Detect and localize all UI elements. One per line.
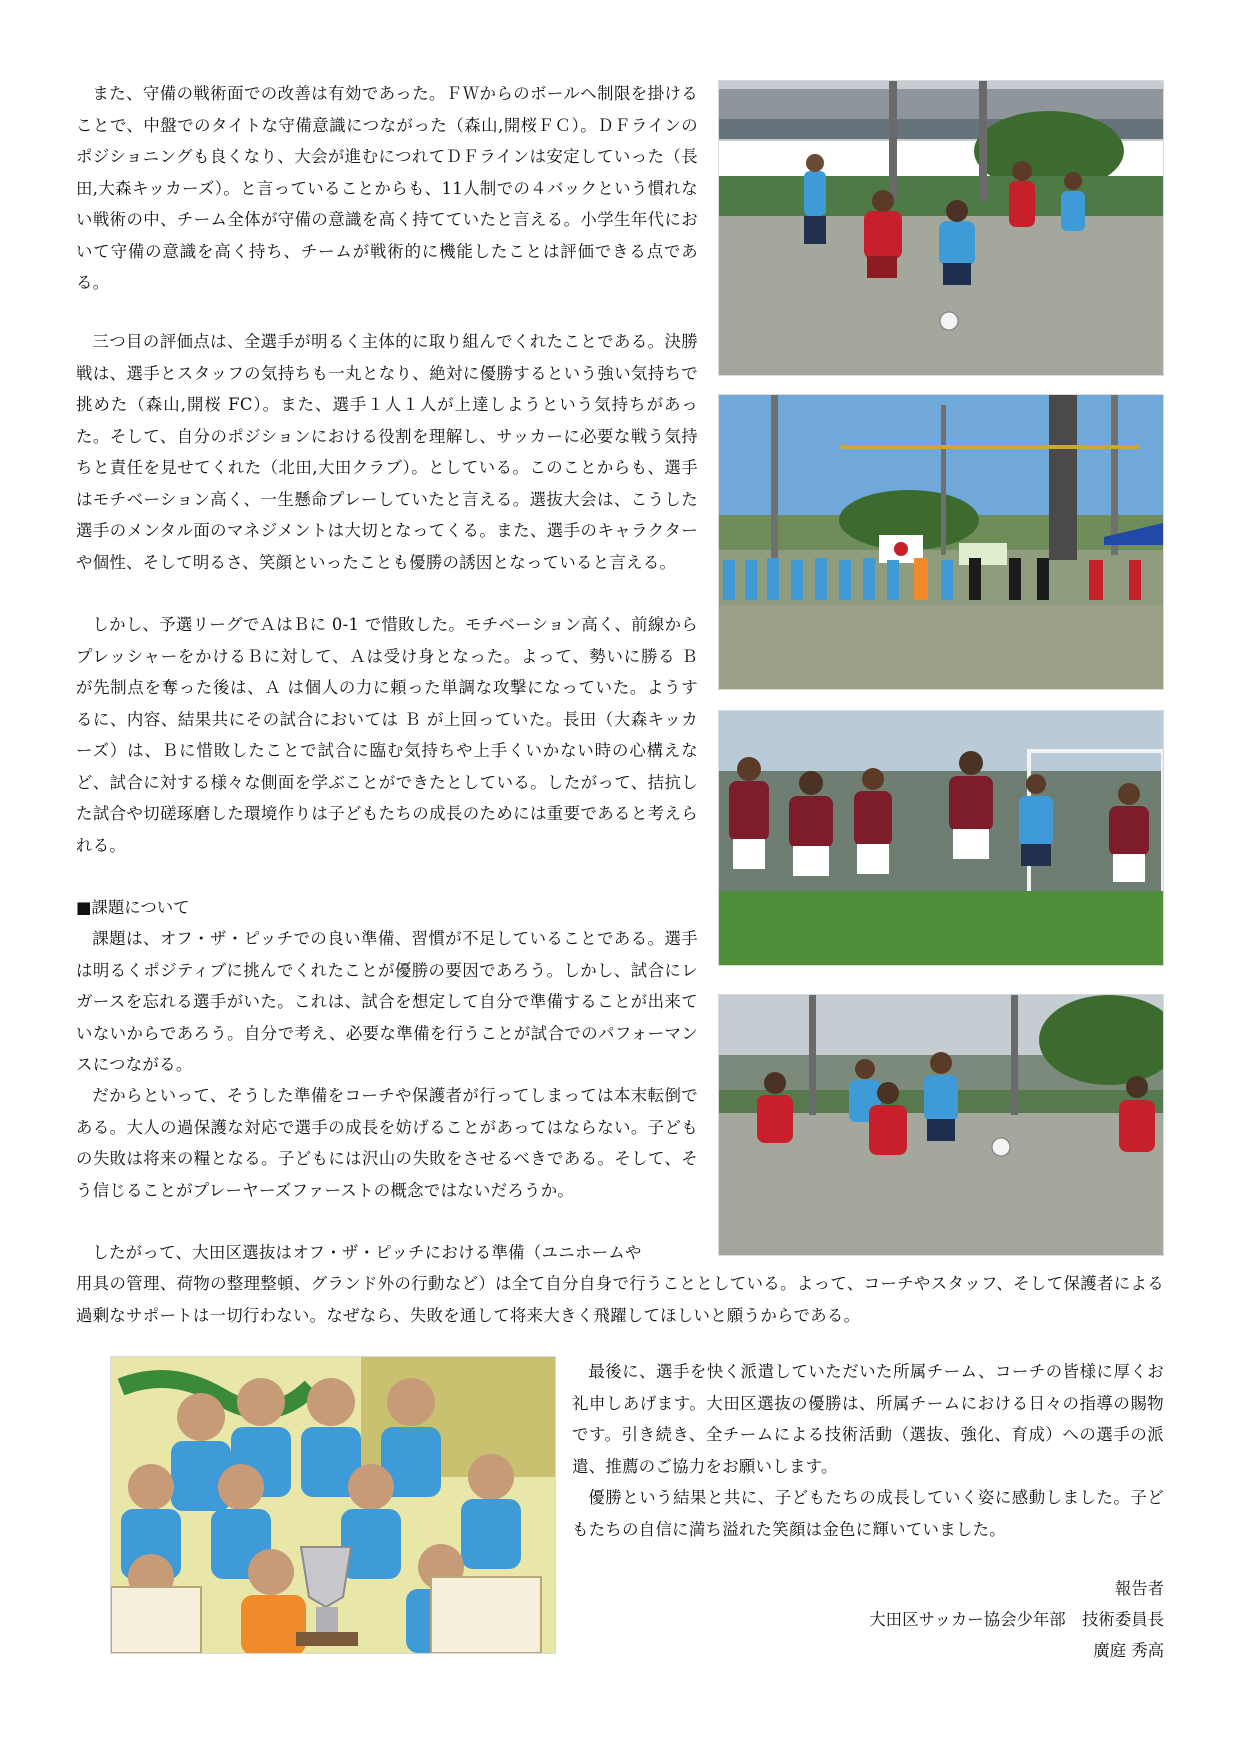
paragraph-overprotection: だからといって、そうした準備をコーチや保護者が行ってしまっては本末転倒である。大人の過保護な対応で選手の成長を妨げることがあってはならない。子どもの失敗は将来の糧となる。子どもには沢山の失敗をさせるべきである。そして、そう信じることがプレーヤーズファーストの概念ではないだろうか。: [76, 1086, 698, 1200]
paragraph-therefore-a: したがって、大田区選抜はオフ・ザ・ピッチにおける準備（ユニホームや: [92, 1243, 642, 1262]
paragraph-therefore-b: 用具の管理、荷物の整理整頓、グランド外の行動など）は全て自分自身で行うこととしている。よって、コーチやスタッフ、そして保護者による過剰なサポートは一切行わない。なぜなら、失敗を通して将来大きく飛躍してほしいと願うからである。: [76, 1274, 1164, 1325]
paragraph-evaluation-three: 三つ目の評価点は、全選手が明るく主体的に取り組んでくれたことである。決勝戦は、選手とスタッフの気持ちも一丸となり、絶対に優勝するという強い気持ちで挑めた（森山,開桜 FC）。また、選手１人１人が上達しようという気持ちがあった。そして、自分のポジションにおける役割を理解し、サッカーに必要な戦う気持ちと責任を見せてくれた（北田,大田クラブ）。としている。このことからも、選手はモチベーション高く、一生懸命プレーしていたと言える。選抜大会は、こうした選手のメンタル面のマネジメントは大切となってくる。また、選手のキャラクターや個性、そして明るさ、笑顔といったことも優勝の誘因となっていると言える。: [76, 332, 698, 572]
paragraph-issues: 課題は、オフ・ザ・ピッチでの良い準備、習慣が不足していることである。選手は明るくポジティブに挑んでくれたことが優勝の要因であろう。しかし、試合にレガースを忘れる選手がいた。これは、試合を想定して自分で準備することが出来ていないからであろう。自分で考え、必要な準備を行うことが試合でのパフォーマンスにつながる。: [76, 929, 698, 1074]
paragraph-defense: また、守備の戦術面での改善は有効であった。ＦＷからのボールへ制限を掛けることで、中盤でのタイトな守備意識につながった（森山,開桜ＦＣ）。ＤＦラインのポジショニングも良くなり、大会が進むにつれてＤＦラインは安定していった（長田,大森キッカーズ）。と言っていることからも、11人制での４バックという慣れない戦術の中、チーム全体が守備の意識を高く持てていたと言える。小学生年代において守備の意識を高く持ち、チームが戦術的に機能したことは評価できる点である。: [76, 84, 698, 292]
section-heading-issues: ■課題について: [76, 898, 190, 917]
photo-match-action-2: [718, 994, 1164, 1256]
reporter-label: 報告者: [1114, 1579, 1164, 1598]
reporter-organization: 大田区サッカー協会少年部 技術委員長: [869, 1610, 1164, 1629]
photo-goal-celebration: [718, 710, 1164, 966]
photo-champions-trophy: [110, 1356, 556, 1654]
paragraph-qualifying-loss: しかし、予選リーグでＡはＢに 0-1 で惜敗した。モチベーション高く、前線からプレッシャーをかけるＢに対して、Ａは受け身となった。よって、勢いに勝る Ｂ が先制点を奪った後は、Ａ は個人の力に頼った単調な攻撃になっていた。ようするに、内容、結果共にその試合においては Ｂ が上回っていた。長田（大森キッカーズ）は、Ｂに惜敗したことで試合に臨む気持ちや上手くいかない時の心構えなど、試合に対する様々な側面を学ぶことができたとしている。したがって、拮抗した試合や切磋琢磨した環境作りは子どもたちの成長のためには重要であると考えられる。: [76, 615, 698, 855]
reporter-name: 廣庭 秀高: [1093, 1641, 1164, 1660]
photo-team-lineup: [718, 394, 1164, 690]
paragraph-impression: 優勝という結果と共に、子どもたちの成長していく姿に感動しました。子どもたちの自信に満ち溢れた笑顔は金色に輝いていました。: [572, 1488, 1164, 1539]
paragraph-thanks: 最後に、選手を快く派遣していただいた所属チーム、コーチの皆様に厚くお礼申しあげます。大田区選抜の優勝は、所属チームにおける日々の指導の賜物です。引き続き、全チームによる技術活動（選抜、強化、育成）への選手の派遣、推薦のご協力をお願いします。: [572, 1362, 1164, 1476]
photo-match-action-1: [718, 80, 1164, 376]
